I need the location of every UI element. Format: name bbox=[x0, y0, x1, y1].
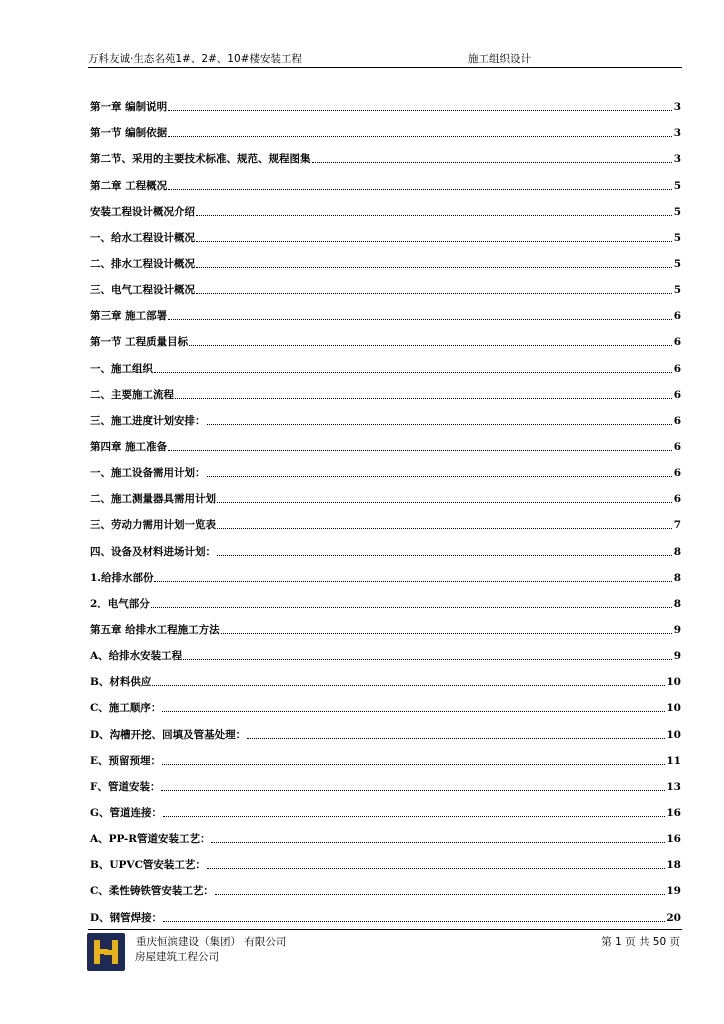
toc-entry-title: C、柔性铸铁管安装工艺： bbox=[90, 885, 214, 898]
toc-entry-page: 16 bbox=[666, 806, 681, 819]
toc-entry-page: 6 bbox=[673, 467, 681, 480]
header-divider bbox=[88, 67, 682, 68]
toc-entry-page: 5 bbox=[673, 284, 681, 297]
toc-entry-page: 5 bbox=[673, 205, 681, 218]
toc-entry[interactable] bbox=[90, 637, 681, 663]
toc-entry[interactable] bbox=[90, 611, 681, 637]
toc-entry-page: 13 bbox=[666, 780, 681, 793]
toc-entry[interactable] bbox=[90, 402, 681, 428]
toc-entry[interactable] bbox=[90, 140, 681, 166]
toc-entry-page: 19 bbox=[666, 885, 681, 898]
toc-entry-title: 2．电气部分 bbox=[90, 597, 150, 610]
toc-entry-title: 第一节 工程质量目标 bbox=[90, 336, 189, 349]
toc-entry-page: 6 bbox=[673, 414, 681, 427]
toc-entry-page: 10 bbox=[666, 676, 681, 689]
toc-entry[interactable] bbox=[90, 193, 681, 219]
toc-dot-leader bbox=[168, 189, 672, 190]
toc-entry-title: D、钢管焊接： bbox=[90, 911, 163, 924]
toc-entry-page: 3 bbox=[673, 127, 681, 140]
toc-entry[interactable] bbox=[90, 768, 681, 794]
toc-entry[interactable] bbox=[90, 663, 681, 689]
toc-dot-leader bbox=[211, 842, 665, 843]
toc-entry-page: 6 bbox=[673, 440, 681, 453]
toc-entry-page: 5 bbox=[673, 179, 681, 192]
toc-dot-leader bbox=[196, 241, 672, 242]
toc-entry-title: 二、排水工程设计概况 bbox=[90, 257, 195, 270]
toc-entry-page: 18 bbox=[666, 859, 681, 872]
toc-entry-page: 8 bbox=[673, 597, 681, 610]
toc-entry-title: 三、电气工程设计概况 bbox=[90, 284, 195, 297]
footer-company bbox=[135, 935, 286, 965]
toc-entry[interactable] bbox=[90, 794, 681, 820]
toc-entry-title: 第二章 工程概况 bbox=[90, 179, 168, 192]
toc-dot-leader bbox=[154, 581, 672, 582]
company-logo-icon bbox=[87, 933, 125, 971]
toc-entry-title: G、管道连接： bbox=[90, 806, 162, 819]
toc-entry[interactable] bbox=[90, 715, 681, 741]
toc-entry[interactable] bbox=[90, 559, 681, 585]
footer-divider bbox=[88, 929, 682, 930]
toc-entry-page: 3 bbox=[673, 153, 681, 166]
toc-dot-leader bbox=[168, 319, 672, 320]
toc-entry[interactable] bbox=[90, 271, 681, 297]
toc-entry[interactable] bbox=[90, 846, 681, 872]
toc-entry-title: A、PP-R管道安装工艺： bbox=[90, 833, 211, 846]
toc-entry[interactable] bbox=[90, 585, 681, 611]
toc-dot-leader bbox=[163, 921, 665, 922]
toc-entry-title: 一、施工组织 bbox=[90, 362, 153, 375]
toc-dot-leader bbox=[217, 555, 672, 556]
toc-entry-page: 5 bbox=[673, 257, 681, 270]
toc-entry-title: 1.给排水部份 bbox=[90, 571, 154, 584]
toc-entry-page: 9 bbox=[673, 650, 681, 663]
toc-dot-leader bbox=[168, 450, 672, 451]
toc-entry-title: B、UPVC管安装工艺： bbox=[90, 859, 206, 872]
toc-entry-title: 第四章 施工准备 bbox=[90, 440, 168, 453]
toc-entry-page: 8 bbox=[673, 545, 681, 558]
toc-entry[interactable] bbox=[90, 114, 681, 140]
toc-entry-page: 8 bbox=[673, 571, 681, 584]
toc-entry[interactable] bbox=[90, 376, 681, 402]
toc-entry[interactable] bbox=[90, 428, 681, 454]
toc-dot-leader bbox=[161, 790, 665, 791]
toc-dot-leader bbox=[151, 607, 672, 608]
toc-entry[interactable] bbox=[90, 506, 681, 532]
toc-dot-leader bbox=[217, 528, 672, 529]
toc-dot-leader bbox=[183, 659, 672, 660]
toc-entry-title: 一、施工设备需用计划： bbox=[90, 467, 206, 480]
toc-dot-leader bbox=[312, 162, 673, 163]
toc-entry-page: 16 bbox=[666, 833, 681, 846]
toc-entry[interactable] bbox=[90, 872, 681, 898]
toc-entry-title: 二、主要施工流程 bbox=[90, 388, 174, 401]
toc-entry[interactable] bbox=[90, 480, 681, 506]
toc-entry-page: 11 bbox=[666, 754, 681, 767]
header-document-type: 施工组织设计 bbox=[468, 53, 531, 65]
toc-dot-leader bbox=[215, 894, 666, 895]
toc-dot-leader bbox=[196, 267, 672, 268]
toc-entry[interactable] bbox=[90, 166, 681, 192]
toc-entry-page: 6 bbox=[673, 336, 681, 349]
toc-dot-leader bbox=[221, 633, 672, 634]
toc-entry-title: 一、给水工程设计概况 bbox=[90, 231, 195, 244]
toc-dot-leader bbox=[196, 293, 672, 294]
toc-entry[interactable] bbox=[90, 349, 681, 375]
toc-dot-leader bbox=[163, 816, 665, 817]
toc-entry-title: 第一节 编制依据 bbox=[90, 127, 168, 140]
toc-entry-title: A、给排水安装工程 bbox=[90, 650, 183, 663]
toc-entry[interactable] bbox=[90, 297, 681, 323]
toc-entry-title: C、施工顺序： bbox=[90, 702, 162, 715]
toc-dot-leader bbox=[247, 738, 665, 739]
toc-entry-title: E、预留预埋： bbox=[90, 754, 162, 767]
toc-dot-leader bbox=[217, 502, 672, 503]
toc-entry-page: 10 bbox=[666, 728, 681, 741]
toc-entry-page: 5 bbox=[673, 231, 681, 244]
toc-entry-page: 3 bbox=[673, 101, 681, 114]
toc-dot-leader bbox=[207, 476, 673, 477]
header-project-title: 万科友诚·生态名苑1#、2#、10#楼安装工程 bbox=[88, 53, 302, 65]
toc-dot-leader bbox=[207, 868, 665, 869]
footer-company-name: 重庆恒滨建设（集团） 有限公司 bbox=[136, 936, 287, 948]
toc-entry-title: B、材料供应 bbox=[90, 676, 152, 689]
toc-entry-page: 6 bbox=[673, 493, 681, 506]
toc-entry-page: 7 bbox=[673, 519, 681, 532]
toc-entry-page: 10 bbox=[666, 702, 681, 715]
toc-dot-leader bbox=[168, 136, 672, 137]
toc-entry[interactable] bbox=[90, 820, 681, 846]
toc-dot-leader bbox=[189, 345, 672, 346]
toc-dot-leader bbox=[175, 398, 672, 399]
toc-entry[interactable] bbox=[90, 689, 681, 715]
toc-entry[interactable] bbox=[90, 454, 681, 480]
footer-page-number: 第 1 页 共 50 页 bbox=[601, 936, 680, 948]
toc-entry-page: 9 bbox=[673, 623, 681, 636]
toc-dot-leader bbox=[162, 711, 665, 712]
page-header bbox=[88, 52, 680, 66]
toc-entry-title: 第五章 给排水工程施工方法 bbox=[90, 623, 220, 636]
toc-entry-title: 安装工程设计概况介绍 bbox=[90, 205, 195, 218]
footer-company-division: 房屋建筑工程公司 bbox=[135, 951, 219, 963]
toc-entry-title: 第二节、采用的主要技术标准、规范、规程图集 bbox=[90, 153, 311, 166]
toc-entry[interactable] bbox=[90, 898, 681, 924]
toc-entry-title: 三、施工进度计划安排： bbox=[90, 414, 206, 427]
toc-entry[interactable] bbox=[90, 219, 681, 245]
toc-entry-title: 四、设备及材料进场计划： bbox=[90, 545, 216, 558]
toc-dot-leader bbox=[196, 215, 672, 216]
toc-entry-page: 6 bbox=[673, 388, 681, 401]
toc-entry-title: D、沟槽开挖、回填及管基处理： bbox=[90, 728, 247, 741]
toc-dot-leader bbox=[154, 372, 672, 373]
toc-entry-title: 三、劳动力需用计划一览表 bbox=[90, 519, 216, 532]
toc-entry-page: 20 bbox=[666, 911, 681, 924]
toc-entry-title: 第一章 编制说明 bbox=[90, 101, 168, 114]
toc-entry[interactable] bbox=[90, 742, 681, 768]
toc-dot-leader bbox=[168, 110, 672, 111]
toc-dot-leader bbox=[207, 424, 673, 425]
toc-entry-page: 6 bbox=[673, 310, 681, 323]
toc-entry-title: 第三章 施工部署 bbox=[90, 310, 168, 323]
toc-entry[interactable] bbox=[90, 88, 681, 114]
toc-entry[interactable] bbox=[90, 323, 681, 349]
toc-dot-leader bbox=[152, 685, 665, 686]
table-of-contents bbox=[90, 88, 681, 925]
toc-entry-page: 6 bbox=[673, 362, 681, 375]
toc-dot-leader bbox=[162, 764, 665, 765]
toc-entry-title: 二、施工测量器具需用计划 bbox=[90, 493, 216, 506]
toc-entry[interactable] bbox=[90, 245, 681, 271]
toc-entry-title: F、管道安装： bbox=[90, 780, 161, 793]
toc-entry[interactable] bbox=[90, 532, 681, 558]
